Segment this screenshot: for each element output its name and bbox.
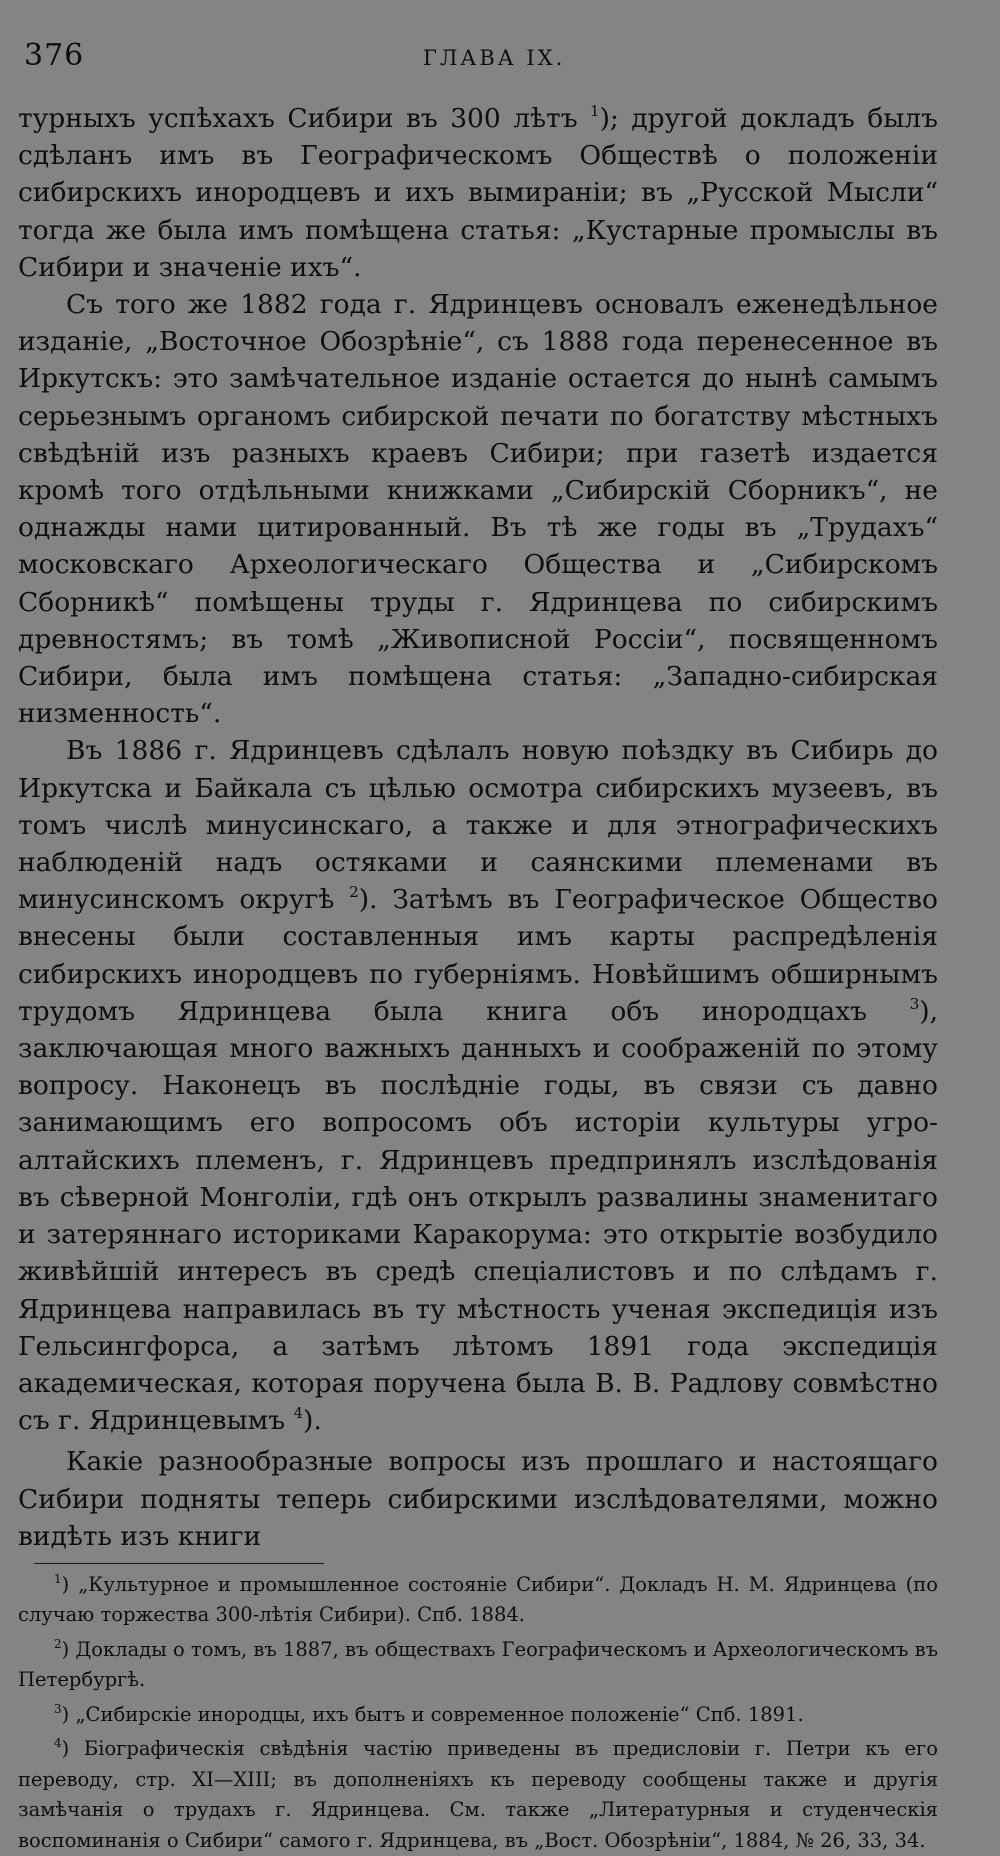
paragraph-1 <box>18 100 938 286</box>
footnote-number: 2 <box>54 1636 62 1651</box>
footnote-2 <box>18 1635 938 1696</box>
body-text <box>18 100 938 1555</box>
footnote-text: ) Доклады о томъ, въ 1887, въ обществахъ Географическомъ и Археологическомъ въ Петербургѣ. <box>18 1637 938 1692</box>
footnote-text: ) „Сибирскіе инородцы, ихъ бытъ и современное положеніе“ Спб. 1891. <box>61 1702 804 1726</box>
chapter-title: ГЛАВА IX. <box>423 46 566 70</box>
paragraph-text: Какіе разнообразные вопросы изъ прошлаго и настоящаго Сибири подняты теперь сибирскими изслѣдователями, можно видѣть изъ книги <box>18 1446 938 1552</box>
footnote-4 <box>18 1734 938 1856</box>
footnote-1 <box>18 1570 938 1631</box>
footnote-text: ) „Культурное и промышленное состояніе Сибири“. Докладъ Н. М. Ядринцева (по случаю торжества 300-лѣтія Сибири). Спб. 1884. <box>18 1572 938 1627</box>
footnotes <box>18 1570 938 1856</box>
paragraph-text: турныхъ успѣхахъ Сибири въ 300 лѣтъ <box>18 103 591 134</box>
paragraph-4 <box>18 1443 938 1555</box>
paragraph-text: Съ того же 1882 года г. Ядринцевъ основалъ еженедѣльное изданіе, „Восточное Обозрѣніе“, съ 1888 года перенесенное въ Иркутскъ: это замѣчательное изданіе остается до нынѣ самымъ серьезнымъ органомъ сибирской печати по богатству мѣстныхъ свѣдѣній изъ разныхъ краевъ Сибири; при газетѣ издается кромѣ того отдѣльными книжками „Сибирскій Сборникъ“, не однажды нами цитированный. Въ тѣ же годы въ „Трудахъ“ московскаго Археологическаго Общества и „Сибирскомъ Сборникѣ“ помѣщены труды г. Ядринцева по сибирскимъ древностямъ; въ томѣ „Живописной Россіи“, посвященномъ Сибири, была имъ помѣщена статья: „Западно-сибирская низменность“. <box>18 289 938 730</box>
paragraph-2 <box>18 286 938 732</box>
footnote-marker: 4 <box>293 1404 304 1423</box>
footnote-marker: 2 <box>349 883 359 902</box>
paragraph-text: ). <box>303 1405 322 1437</box>
paragraph-text: ). Затѣмъ въ Географическое Общество внесены были составленныя имъ карты распредѣленія сибирскихъ инородцевъ по губерніямъ. Новѣйшимъ обширнымъ трудомъ Ядринцева была книга объ инородцахъ <box>18 884 938 1027</box>
footnote-number: 4 <box>54 1736 62 1751</box>
footnote-marker: 1 <box>590 102 600 120</box>
footnote-text: ) Біографическія свѣдѣнія частію приведены въ предисловіи г. Петри къ его переводу, стр. XI—XIII; въ дополненіяхъ къ переводу сообщены также и другія замѣчанія о трудахъ г. Ядринцева. См. также „Литературныя и студенческія воспоминанія о Сибири“ самого г. Ядринцева, въ „Вост. Обозрѣніи“, 1884, № 26, 33, 34. <box>18 1737 938 1852</box>
running-head <box>18 38 938 100</box>
footnote-divider <box>34 1563 324 1564</box>
paragraph-text: Въ 1886 г. Ядринцевъ сдѣлалъ новую поѣздку въ Сибирь до Иркутска и Байкала съ цѣлью осмотра сибирскихъ музеевъ, въ томъ числѣ минусинскаго, а также и для этнографическихъ наблюденій надъ остяками и саянскими племенами въ минусинскомъ округѣ <box>18 735 938 916</box>
footnote-number: 3 <box>54 1701 62 1716</box>
footnote-number: 1 <box>54 1571 62 1586</box>
paragraph-text: ); другой докладъ былъ сдѣланъ имъ въ Географическомъ Обществѣ о положеніи сибирскихъ инородцевъ и ихъ вымираніи; въ „Русской Мысли“ тогда же была имъ помѣщена статья: „Кустарные промыслы въ Сибири и значеніе ихъ“. <box>18 103 938 283</box>
paragraph-3 <box>18 732 938 1439</box>
page-number: 376 <box>24 38 85 73</box>
footnote-marker: 3 <box>909 994 920 1013</box>
paragraph-text: ), заключающая много важныхъ данныхъ и соображеній по этому вопросу. Наконецъ въ послѣдніе годы, въ связи съ давно занимающимъ его вопросомъ объ исторіи культуры угро-алтайскихъ племенъ, г. Ядринцевъ предпринялъ изслѣдованія въ сѣверной Монголіи, гдѣ онъ открылъ развалины знаменитаго и затеряннаго историками Каракорума: это открытіе возбудило живѣйшій интересъ въ средѣ спеціалистовъ и по слѣдамъ г. Ядринцева направилась въ ту мѣстность ученая экспедиція изъ Гельсингфорса, а затѣмъ лѣтомъ 1891 года экспедиція академическая, которая поручена была В. В. Радлову совмѣстно съ г. Ядринцевымъ <box>18 995 938 1437</box>
